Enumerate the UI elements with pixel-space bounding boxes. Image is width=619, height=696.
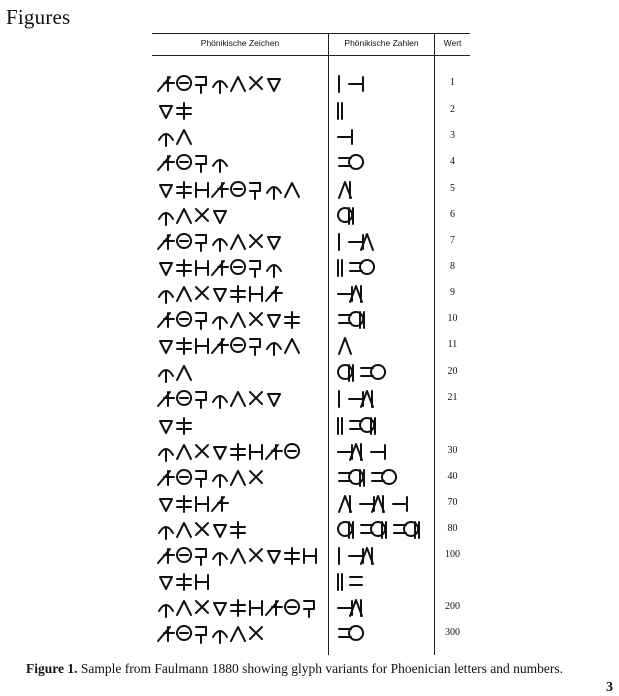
phoenician-letter-glyph — [213, 631, 227, 643]
phoenician-letter-glyph — [160, 185, 172, 197]
phoenician-letter-glyph — [177, 574, 191, 590]
phoenician-letter-glyph — [213, 160, 227, 172]
phoenician-numeral-glyph — [338, 287, 352, 301]
column-header-letters: Phönikische Zeichen — [200, 38, 280, 48]
phoenician-letter-glyph — [214, 211, 226, 223]
phoenician-numeral-glyph — [349, 77, 363, 91]
phoenician-letter-glyph — [177, 312, 191, 326]
phoenician-letter-glyph — [177, 626, 191, 640]
figure-table — [152, 33, 470, 655]
letter-glyphs — [156, 71, 326, 97]
letter-variants-cell — [156, 386, 326, 412]
numeral-variants-cell — [336, 98, 432, 124]
value-cell: 80 — [447, 523, 458, 534]
numeral-glyphs — [336, 124, 432, 150]
phoenician-letter-glyph — [250, 392, 262, 404]
letter-glyphs — [156, 439, 326, 465]
phoenician-letter-glyph — [160, 106, 172, 118]
phoenician-letter-glyph — [177, 287, 191, 301]
value-cell: 10 — [447, 313, 458, 324]
phoenician-letter-glyph — [196, 601, 208, 613]
numeral-variants-cell — [336, 543, 432, 569]
numeral-variants-cell — [336, 281, 432, 307]
phoenician-letter-glyph — [214, 525, 226, 537]
phoenician-letter-glyph — [177, 182, 191, 198]
numeral-glyphs — [336, 307, 432, 333]
letter-glyphs — [156, 255, 326, 281]
phoenician-letter-glyph — [177, 601, 191, 615]
phoenician-letter-glyph — [214, 447, 226, 459]
phoenician-letter-glyph — [212, 497, 228, 511]
letter-variants-cell — [156, 491, 326, 517]
table-row — [152, 124, 470, 150]
phoenician-numeral-glyph — [350, 577, 362, 585]
table-row — [152, 491, 470, 517]
phoenician-letter-glyph — [285, 183, 299, 197]
phoenician-letter-glyph — [177, 445, 191, 459]
numeral-glyphs — [336, 543, 432, 569]
phoenician-letter-glyph — [159, 291, 173, 303]
table-row — [152, 413, 470, 439]
column-header-value: Wert — [443, 38, 462, 48]
phoenician-numeral-glyph — [349, 392, 363, 406]
phoenician-letter-glyph — [196, 287, 208, 299]
table-row — [152, 465, 470, 491]
numeral-variants-cell — [336, 491, 432, 517]
phoenician-letter-glyph — [250, 77, 262, 89]
phoenician-letter-glyph — [231, 286, 245, 302]
table-row — [152, 229, 470, 255]
numeral-variants-cell — [336, 124, 432, 150]
phoenician-letter-glyph — [250, 445, 262, 459]
numeral-variants-cell — [336, 333, 432, 359]
letter-glyphs — [156, 386, 326, 412]
value-cell: 21 — [447, 392, 458, 403]
phoenician-letter-glyph — [196, 183, 208, 197]
phoenician-letter-glyph — [196, 209, 208, 221]
phoenician-letter-glyph — [231, 77, 245, 91]
letter-glyphs — [156, 569, 326, 595]
phoenician-letter-glyph — [212, 261, 228, 275]
phoenician-numeral-glyph — [371, 365, 385, 379]
letter-variants-cell — [156, 333, 326, 359]
phoenician-letter-glyph — [304, 601, 314, 617]
phoenician-numeral-glyph — [349, 549, 363, 563]
letter-variants-cell — [156, 360, 326, 386]
caption-label: Figure 1. — [26, 661, 78, 676]
numeral-variants-cell — [336, 465, 432, 491]
phoenician-letter-glyph — [177, 209, 191, 223]
phoenician-letter-glyph — [231, 313, 245, 327]
phoenician-letter-glyph — [285, 339, 299, 353]
numeral-glyphs — [336, 569, 432, 595]
value-cell: 1 — [450, 77, 455, 88]
column-header-numerals: Phönikische Zahlen — [344, 38, 419, 48]
phoenician-letter-glyph — [159, 449, 173, 461]
letter-variants-cell — [156, 203, 326, 229]
table-row — [152, 203, 470, 229]
phoenician-numeral-glyph — [382, 470, 396, 484]
phoenician-numeral-glyph — [338, 574, 342, 590]
letter-glyphs — [156, 281, 326, 307]
phoenician-letter-glyph — [231, 235, 245, 249]
numeral-glyphs — [336, 98, 432, 124]
numeral-glyphs — [336, 150, 432, 176]
phoenician-letter-glyph — [213, 239, 227, 251]
table-row — [152, 307, 470, 333]
table-row — [152, 71, 470, 97]
phoenician-letter-glyph — [196, 235, 206, 251]
table-top-rule — [152, 33, 470, 34]
table-row — [152, 255, 470, 281]
table-row — [152, 150, 470, 176]
phoenician-letter-glyph — [177, 130, 191, 144]
phoenician-letter-glyph — [250, 549, 262, 561]
phoenician-letter-glyph — [160, 341, 172, 353]
phoenician-letter-glyph — [285, 444, 299, 458]
letter-variants-cell — [156, 255, 326, 281]
letter-variants-cell — [156, 71, 326, 97]
phoenician-letter-glyph — [177, 496, 191, 512]
value-cell: 6 — [450, 209, 455, 220]
phoenician-letter-glyph — [196, 313, 206, 329]
numeral-glyphs — [336, 595, 432, 621]
phoenician-letter-glyph — [177, 260, 191, 276]
value-cell: 30 — [447, 445, 458, 456]
phoenician-letter-glyph — [159, 605, 173, 617]
table-row — [152, 360, 470, 386]
phoenician-numeral-glyph — [393, 497, 407, 511]
numeral-glyphs — [336, 333, 432, 359]
phoenician-letter-glyph — [177, 418, 191, 434]
table-row — [152, 333, 470, 359]
phoenician-letter-glyph — [177, 391, 191, 405]
letter-glyphs — [156, 517, 326, 543]
numeral-variants-cell — [336, 439, 432, 465]
phoenician-letter-glyph — [158, 549, 174, 563]
value-cell: 100 — [445, 549, 460, 560]
phoenician-letter-glyph — [196, 575, 208, 589]
phoenician-numeral-glyph — [360, 260, 374, 274]
phoenician-letter-glyph — [285, 312, 299, 328]
value-cell: 40 — [447, 471, 458, 482]
phoenician-letter-glyph — [159, 527, 173, 539]
phoenician-letter-glyph — [214, 289, 226, 301]
numeral-variants-cell — [336, 255, 432, 281]
letter-glyphs — [156, 229, 326, 255]
phoenician-letter-glyph — [177, 366, 191, 380]
section-heading: Figures — [6, 5, 71, 29]
phoenician-letter-glyph — [177, 103, 191, 119]
phoenician-letter-glyph — [250, 471, 262, 483]
value-cell: 3 — [450, 130, 455, 141]
phoenician-numeral-glyph — [349, 235, 363, 249]
phoenician-letter-glyph — [285, 548, 299, 564]
value-cell: 8 — [450, 261, 455, 272]
letter-glyphs — [156, 124, 326, 150]
value-cell: 7 — [450, 235, 455, 246]
phoenician-letter-glyph — [196, 471, 206, 487]
phoenician-letter-glyph — [250, 287, 262, 301]
phoenician-letter-glyph — [231, 627, 245, 641]
letter-glyphs — [156, 307, 326, 333]
numeral-variants-cell — [336, 517, 432, 543]
phoenician-numeral-glyph — [371, 445, 385, 459]
letter-glyphs — [156, 150, 326, 176]
numeral-glyphs — [336, 439, 432, 465]
numeral-variants-cell — [336, 150, 432, 176]
letter-variants-cell — [156, 517, 326, 543]
phoenician-letter-glyph — [159, 370, 173, 382]
phoenician-numeral-glyph — [360, 497, 374, 511]
numeral-variants-cell — [336, 569, 432, 595]
phoenician-letter-glyph — [267, 187, 281, 199]
letter-glyphs — [156, 360, 326, 386]
letter-variants-cell — [156, 307, 326, 333]
phoenician-numeral-glyph — [338, 418, 342, 434]
phoenician-letter-glyph — [250, 627, 262, 639]
phoenician-numeral-glyph — [339, 338, 351, 354]
phoenician-letter-glyph — [177, 155, 191, 169]
numeral-glyphs — [336, 465, 432, 491]
phoenician-letter-glyph — [250, 235, 262, 247]
numeral-variants-cell — [336, 621, 432, 647]
table-row — [152, 281, 470, 307]
table-row — [152, 386, 470, 412]
letter-glyphs — [156, 177, 326, 203]
numeral-glyphs — [336, 360, 432, 386]
letter-glyphs — [156, 333, 326, 359]
value-cell: 300 — [445, 627, 460, 638]
letter-variants-cell — [156, 177, 326, 203]
phoenician-letter-glyph — [160, 499, 172, 511]
phoenician-letter-glyph — [213, 475, 227, 487]
phoenician-letter-glyph — [231, 522, 245, 538]
letter-variants-cell — [156, 569, 326, 595]
phoenician-letter-glyph — [158, 313, 174, 327]
table-header-rule — [152, 55, 470, 56]
table-row — [152, 595, 470, 621]
phoenician-letter-glyph — [196, 156, 206, 172]
phoenician-letter-glyph — [158, 235, 174, 249]
value-cell: 200 — [445, 601, 460, 612]
letter-variants-cell — [156, 124, 326, 150]
letter-variants-cell — [156, 439, 326, 465]
table-row — [152, 569, 470, 595]
phoenician-numeral-glyph — [349, 155, 363, 169]
numeral-variants-cell — [336, 386, 432, 412]
phoenician-letter-glyph — [268, 551, 280, 563]
numeral-variants-cell — [336, 203, 432, 229]
phoenician-letter-glyph — [196, 261, 208, 275]
phoenician-letter-glyph — [159, 213, 173, 225]
letter-variants-cell — [156, 543, 326, 569]
phoenician-letter-glyph — [212, 339, 228, 353]
phoenician-letter-glyph — [212, 183, 228, 197]
phoenician-letter-glyph — [285, 600, 299, 614]
phoenician-letter-glyph — [158, 471, 174, 485]
phoenician-letter-glyph — [266, 445, 282, 459]
value-cell: 4 — [450, 156, 455, 167]
phoenician-letter-glyph — [213, 396, 227, 408]
numeral-glyphs — [336, 229, 432, 255]
phoenician-letter-glyph — [250, 261, 260, 277]
page-number: 3 — [606, 680, 613, 695]
numeral-glyphs — [336, 203, 432, 229]
value-cell: 9 — [450, 287, 455, 298]
phoenician-letter-glyph — [231, 392, 245, 406]
numeral-variants-cell — [336, 307, 432, 333]
phoenician-letter-glyph — [268, 315, 280, 327]
phoenician-letter-glyph — [214, 603, 226, 615]
value-cell: 5 — [450, 183, 455, 194]
phoenician-letter-glyph — [158, 392, 174, 406]
phoenician-letter-glyph — [177, 523, 191, 537]
table-row — [152, 543, 470, 569]
numeral-glyphs — [336, 281, 432, 307]
phoenician-letter-glyph — [158, 156, 174, 170]
numeral-glyphs — [336, 413, 432, 439]
phoenician-letter-glyph — [231, 260, 245, 274]
phoenician-letter-glyph — [196, 497, 208, 511]
phoenician-letter-glyph — [196, 445, 208, 457]
letter-glyphs — [156, 465, 326, 491]
phoenician-letter-glyph — [196, 77, 206, 93]
phoenician-letter-glyph — [268, 394, 280, 406]
numeral-glyphs — [336, 491, 432, 517]
phoenician-numeral-glyph — [338, 103, 342, 119]
phoenician-letter-glyph — [177, 76, 191, 90]
value-cell: 11 — [447, 339, 458, 350]
numeral-variants-cell — [336, 595, 432, 621]
letter-glyphs — [156, 543, 326, 569]
phoenician-letter-glyph — [231, 338, 245, 352]
phoenician-letter-glyph — [250, 313, 262, 325]
phoenician-letter-glyph — [159, 134, 173, 146]
phoenician-letter-glyph — [160, 263, 172, 275]
letter-variants-cell — [156, 98, 326, 124]
numeral-variants-cell — [336, 413, 432, 439]
table-row — [152, 517, 470, 543]
phoenician-letter-glyph — [231, 444, 245, 460]
phoenician-letter-glyph — [250, 183, 260, 199]
phoenician-letter-glyph — [213, 317, 227, 329]
phoenician-letter-glyph — [196, 549, 206, 565]
numeral-glyphs — [336, 621, 432, 647]
phoenician-letter-glyph — [177, 338, 191, 354]
phoenician-letter-glyph — [267, 265, 281, 277]
phoenician-letter-glyph — [250, 601, 262, 615]
phoenician-letter-glyph — [231, 471, 245, 485]
phoenician-letter-glyph — [158, 627, 174, 641]
phoenician-numeral-glyph — [338, 260, 342, 276]
letter-variants-cell — [156, 150, 326, 176]
phoenician-letter-glyph — [231, 182, 245, 196]
numeral-variants-cell — [336, 360, 432, 386]
numeral-glyphs — [336, 177, 432, 203]
letter-glyphs — [156, 595, 326, 621]
letter-glyphs — [156, 98, 326, 124]
numeral-variants-cell — [336, 229, 432, 255]
letter-variants-cell — [156, 413, 326, 439]
phoenician-letter-glyph — [196, 523, 208, 535]
phoenician-numeral-glyph — [349, 626, 363, 640]
phoenician-letter-glyph — [177, 548, 191, 562]
table-row — [152, 439, 470, 465]
phoenician-letter-glyph — [250, 339, 260, 355]
phoenician-letter-glyph — [177, 234, 191, 248]
letter-glyphs — [156, 491, 326, 517]
phoenician-letter-glyph — [266, 601, 282, 615]
numeral-glyphs — [336, 386, 432, 412]
phoenician-letter-glyph — [268, 237, 280, 249]
phoenician-letter-glyph — [196, 339, 208, 353]
phoenician-letter-glyph — [231, 549, 245, 563]
letter-variants-cell — [156, 281, 326, 307]
phoenician-letter-glyph — [268, 79, 280, 91]
phoenician-letter-glyph — [158, 77, 174, 91]
letter-variants-cell — [156, 229, 326, 255]
phoenician-letter-glyph — [196, 392, 206, 408]
value-cell: 70 — [447, 497, 458, 508]
phoenician-numeral-glyph — [338, 445, 352, 459]
figure-caption — [26, 661, 563, 677]
phoenician-letter-glyph — [213, 81, 227, 93]
phoenician-letter-glyph — [196, 627, 206, 643]
letter-variants-cell — [156, 465, 326, 491]
table-row — [152, 621, 470, 647]
letter-glyphs — [156, 413, 326, 439]
value-cell: 20 — [447, 366, 458, 377]
phoenician-letter-glyph — [231, 600, 245, 616]
table-row — [152, 177, 470, 203]
caption-text: Sample from Faulmann 1880 showing glyph variants for Phoenician letters and numbers. — [77, 661, 564, 676]
letter-variants-cell — [156, 595, 326, 621]
letter-variants-cell — [156, 621, 326, 647]
numeral-glyphs — [336, 517, 432, 543]
phoenician-letter-glyph — [266, 287, 282, 301]
phoenician-numeral-glyph — [338, 601, 352, 615]
numeral-glyphs — [336, 71, 432, 97]
letter-glyphs — [156, 621, 326, 647]
phoenician-letter-glyph — [177, 470, 191, 484]
phoenician-letter-glyph — [160, 421, 172, 433]
phoenician-letter-glyph — [160, 577, 172, 589]
letter-glyphs — [156, 203, 326, 229]
numeral-variants-cell — [336, 177, 432, 203]
table-row — [152, 98, 470, 124]
phoenician-letter-glyph — [267, 343, 281, 355]
phoenician-letter-glyph — [213, 553, 227, 565]
phoenician-letter-glyph — [304, 549, 316, 563]
numeral-variants-cell — [336, 71, 432, 97]
numeral-glyphs — [336, 255, 432, 281]
phoenician-numeral-glyph — [338, 130, 352, 144]
value-cell: 2 — [450, 104, 455, 115]
